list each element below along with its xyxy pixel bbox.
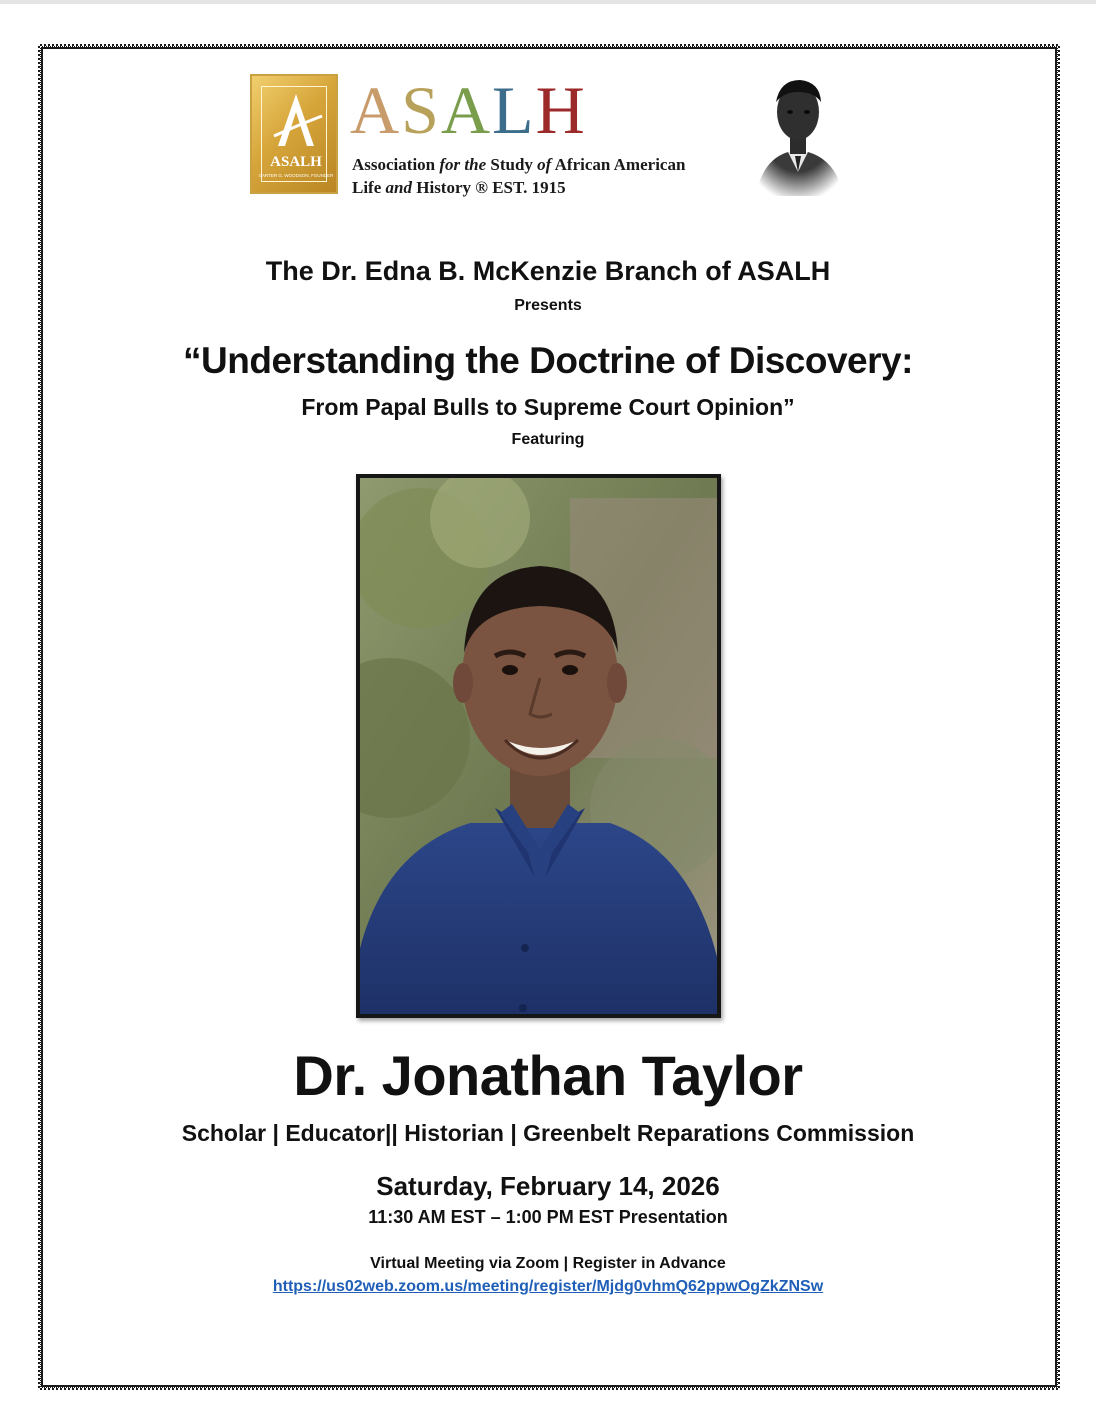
presents-label: Presents xyxy=(514,297,582,314)
speaker-name: Dr. Jonathan Taylor xyxy=(293,1044,803,1107)
speaker-roles: Scholar | Educator|| Historian | Greenbelt Reparations Commission xyxy=(181,1120,915,1146)
org-full-name: Association for the Study of African American Life and History ® EST. 1915 xyxy=(352,155,686,197)
event-subtitle: From Papal Bulls to Supreme Court Opinion” xyxy=(301,394,795,420)
registration-link[interactable]: https://us02web.zoom.us/meeting/register/Mjdg0vhmQ62ppwOgZkZNSw xyxy=(272,1278,824,1295)
speaker-photo xyxy=(356,474,721,1018)
seal-name: ASALH xyxy=(270,154,322,170)
featuring-label: Featuring xyxy=(511,431,585,448)
founder-portrait-image xyxy=(748,68,848,196)
event-title: “Understanding the Doctrine of Discovery: xyxy=(183,340,913,381)
asalh-wordmark: ASALH xyxy=(350,72,587,148)
top-rule xyxy=(0,0,1096,4)
branch-heading: The Dr. Edna B. McKenzie Branch of ASALH xyxy=(265,256,831,286)
seal-founder: CARTER G. WOODSON, FOUNDER xyxy=(258,173,334,178)
event-time: 11:30 AM EST – 1:00 PM EST Presentation xyxy=(368,1207,728,1227)
asalh-seal-logo xyxy=(250,74,338,194)
event-date: Saturday, February 14, 2026 xyxy=(376,1171,720,1201)
virtual-meeting-note: Virtual Meeting via Zoom | Register in Advance xyxy=(370,1255,726,1272)
